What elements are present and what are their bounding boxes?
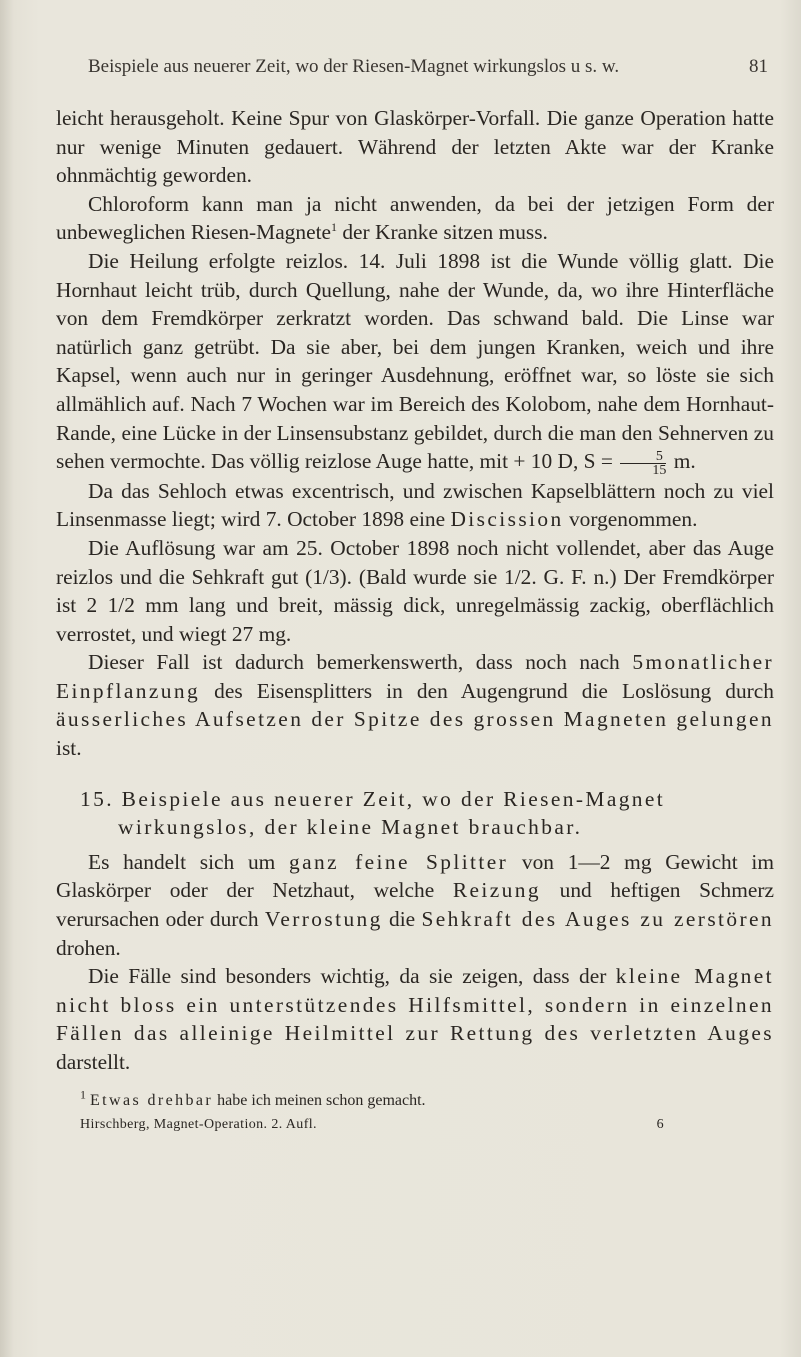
paragraph-7 [56,848,774,962]
paragraph-6-spaced-1: 5monatlicher Einpflanzung [56,650,774,703]
paragraph-3-text: Die Heilung erfolgte reizlos. 14. Juli 1898 ist die Wunde völlig glatt. Die Hornhaut leicht trüb, durch Quellung, nahe der Wunde, da, wo ihre Hinterfläche von dem Fremdkörper zerkratzt worden. Das schwand bald. Die Linse war natürlich ganz getrübt. Da sie aber, bei dem jungen Kranken, weich und ihre Kapsel, wenn auch nur in geringer Ausdehnung, eröffnet war, so löste sie sich allmählich auf. Nach 7 Wochen war im Bereich des Kolobom, nahe dem Hornhaut-Rande, eine Lücke in der Linsensubstanz gebildet, durch die man den Sehnerven zu sehen vermochte. Das völlig reizlose Auge hatte, mit + 10 D, S = [56,248,774,474]
printer-signature [56,1111,774,1140]
paragraph-6-a: Dieser Fall ist dadurch bemerkenswerth, dass noch nach [88,650,633,675]
footnote-mark: 1 [80,1087,86,1102]
paragraph-7-a: Es handelt sich um [88,849,290,874]
footnote-ref: 1 [331,220,338,235]
section-heading-line-1: 15. Beispiele aus neuerer Zeit, wo der Riesen-Magnet [80,786,666,811]
paragraph-4-a: Da das Sehloch etwas excentrisch, und zwischen Kapselblättern noch zu viel Linsenmasse liegt; wird 7. October 1898 eine [56,478,774,532]
paragraph-7-spaced-3: Verrostung [264,907,383,932]
paragraph-6-c: ist. [56,736,82,761]
paragraph-3-tail: m. [668,449,696,474]
section-heading [56,785,774,842]
page-number: 81 [749,56,768,77]
paragraph-7-b: von 1—2 mg Gewicht im Glaskörper oder der Netzhaut, welche [56,849,774,903]
paragraph-5: Die Auflösung war am 25. October 1898 noch nicht vollendet, aber das Auge reizlos und die Sehkraft gut (1/3). (Bald wurde sie 1/2. G. F. n.) Der Fremdkörper ist 2 1/2 mm lang und breit, mässig dick, unregelmässig zackig, oberflächlich verrostet, und wiegt 27 mg. [56,535,774,646]
signature-text: Hirschberg, Magnet-Operation. 2. Aufl. [80,1116,317,1132]
paragraph-4-b: vorgenommen. [563,507,698,532]
footnote-spaced: Etwas drehbar [90,1091,214,1109]
paragraph-8-a: Die Fälle sind besonders wichtig, da sie zeigen, dass der [88,964,616,989]
paragraph-7-c: und heftigen Schmerz verursachen oder durch [56,878,774,932]
paragraph-7-spaced-4: Sehkraft des Auges zu zerstören [421,907,774,932]
footnote [56,1087,774,1111]
paragraph-2 [56,190,774,247]
signature-mark: 6 [656,1116,664,1132]
section-heading-line-2: wirkungslos, der kleine Magnet brauchbar. [118,815,583,840]
paragraph-7-d: die [382,907,422,932]
paragraph-4 [56,477,774,534]
paragraph-3 [56,247,774,477]
footnote-text: habe ich meinen schon gemacht. [213,1091,426,1109]
paragraph-4-spaced: Discission [450,507,564,532]
paragraph-8 [56,962,774,1076]
paragraph-6-b: des Eisensplitters in den Augengrund die Loslösung durch [200,678,774,703]
paragraph-7-spaced-2: Reizung [452,878,541,903]
fraction [620,450,666,477]
paragraph-7-e: drohen. [56,935,121,960]
paragraph-2-text: Chloroform kann man ja nicht anwenden, da bei der jetzigen Form der unbeweglichen Riesen-Magnete [56,191,774,245]
paragraph-6-spaced-2: äusserliches Aufsetzen der Spitze des grossen Magneten gelungen [56,707,774,732]
paragraph-1: leicht herausgeholt. Keine Spur von Glaskörper-Vorfall. Die ganze Operation hatte nur wenige Minuten gedauert. Während der letzten Akte war der Kranke ohnmächtig geworden. [56,106,774,188]
fraction-numerator: 5 [655,448,663,464]
paragraph-8-b: darstellt. [56,1050,131,1074]
paragraph-7-spaced-1: ganz feine Splitter [289,849,509,874]
paragraph-2-tail: der Kranke sitzen muss. [337,220,548,245]
body-text [56,104,774,1139]
fraction-denominator: 15 [620,463,666,477]
paragraph-8-spaced: kleine Magnet nicht bloss ein unterstützendes Hilfsmittel, sondern in einzelnen Fällen das alleinige Heilmittel zur Rettung des verletzten Auges [56,964,775,1046]
running-header [88,56,768,78]
running-title: Beispiele aus neuerer Zeit, wo der Riesen-Magnet wirkungslos u s. w. [88,56,620,77]
paragraph-6 [56,648,774,762]
